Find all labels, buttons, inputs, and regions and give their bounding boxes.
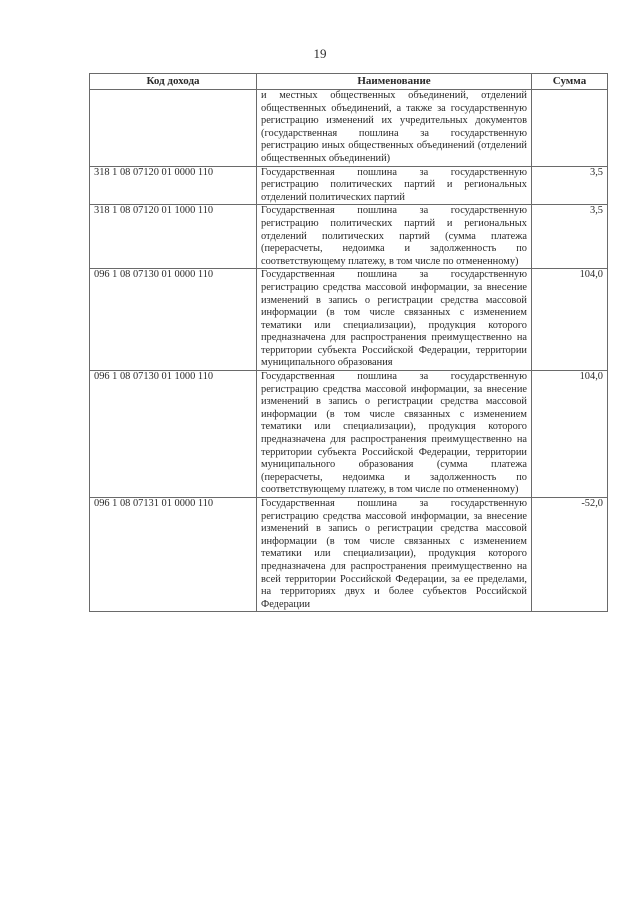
table-row (90, 269, 608, 371)
header-sum: Сумма (532, 74, 608, 90)
table-header-row (90, 74, 608, 90)
income-sum: -52,0 (532, 498, 608, 612)
table-row (90, 90, 608, 167)
income-name: и местных общественных объединений, отделений общественных объединений, а также за государственную регистрацию изменений их учредительных документов (государственная пошлина за государственную регистрацию иных общественных объединений (отделений общественных объединений) (257, 90, 532, 167)
income-code: 096 1 08 07130 01 0000 110 (90, 269, 257, 371)
table-row (90, 205, 608, 269)
income-code (90, 90, 257, 167)
income-code: 096 1 08 07130 01 1000 110 (90, 371, 257, 498)
table-row (90, 371, 608, 498)
income-name: Государственная пошлина за государственную регистрацию политических партий и региональных отделений политических партий (сумма платежа (перерасчеты, недоимка и задолженность по соответствующему платежу, в том числе по отмененному) (257, 205, 532, 269)
income-name: Государственная пошлина за государственную регистрацию средства массовой информации, за внесение изменений в запись о регистрации средства массовой информации (в том числе связанных с изменением тематики или специализации), продукция которого предназначена для распространения преимущественно на всей территории Российской Федерации, за ее пределами, на территориях двух и более субъектов Российской Федерации (257, 498, 532, 612)
income-sum: 104,0 (532, 269, 608, 371)
income-sum: 104,0 (532, 371, 608, 498)
table-row (90, 498, 608, 612)
income-code: 096 1 08 07131 01 0000 110 (90, 498, 257, 612)
income-name: Государственная пошлина за государственную регистрацию политических партий и региональных отделений политических партий (257, 166, 532, 205)
income-table (89, 73, 608, 612)
table-row (90, 166, 608, 205)
income-sum: 3,5 (532, 205, 608, 269)
page-number: 19 (313, 46, 327, 61)
income-sum (532, 90, 608, 167)
header-code: Код дохода (90, 74, 257, 90)
income-code: 318 1 08 07120 01 0000 110 (90, 166, 257, 205)
income-name: Государственная пошлина за государственную регистрацию средства массовой информации, за внесение изменений в запись о регистрации средства массовой информации (в том числе связанных с изменением тематики или специализации), продукция которого предназначена для распространения преимущественно на территории субъекта Российской Федерации, территории муниципального образования (257, 269, 532, 371)
income-sum: 3,5 (532, 166, 608, 205)
header-name: Наименование (257, 74, 532, 90)
income-name: Государственная пошлина за государственную регистрацию средства массовой информации, за внесение изменений в запись о регистрации средства массовой информации (в том числе связанных с изменением тематики или специализации), продукция которого предназначена для распространения преимущественно на территории субъекта Российской Федерации, территории муниципального образования (сумма платежа (перерасчеты, недоимка и задолженность по соответствующему платежу, в том числе по отмененному) (257, 371, 532, 498)
income-code: 318 1 08 07120 01 1000 110 (90, 205, 257, 269)
